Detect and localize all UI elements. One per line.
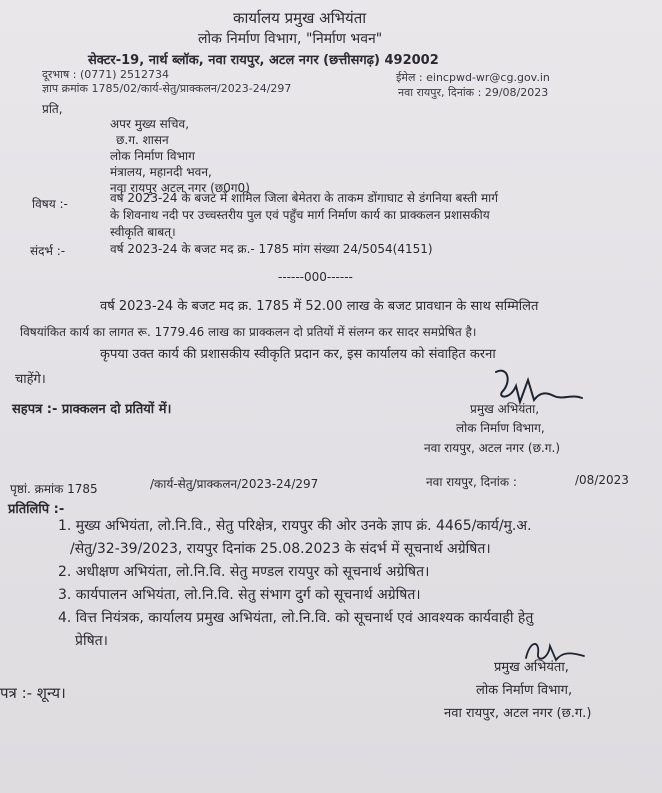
office-title: कार्यालय प्रमुख अभियंता (233, 9, 367, 27)
signature2-line: लोक निर्माण विभाग, (476, 683, 573, 698)
copy-to-label: प्रतिलिपि :- (8, 502, 65, 517)
department-name: लोक निर्माण विभाग, "निर्माण भवन" (198, 31, 383, 47)
body-line: वर्ष 2023-24 के बजट मद क्र. 1785 में 52.00 लाख के बजट प्रावधान के साथ सम्मिलित (100, 299, 539, 314)
section-divider: ------000------ (278, 270, 353, 284)
signature1-line: प्रमुख अभियंता, (470, 402, 540, 416)
prati-label: प्रति, (42, 102, 63, 116)
body-line: चाहेंगे। (15, 372, 46, 387)
subject-label: विषय :- (32, 197, 68, 211)
phone-number: दूरभाष : (0771) 2512734 (42, 68, 170, 81)
enclosure-note: सहपत्र :- प्राक्कलन दो प्रतियों में। (12, 402, 172, 417)
endorsement-place: नवा रायपुर, दिनांक : (426, 475, 517, 489)
subject-line: स्वीकृति बाबत्। (110, 225, 176, 239)
recipient-line: छ.ग. शासन (116, 133, 169, 147)
office-address: सेक्टर-19, नार्थ ब्लॉक, नवा रायपुर, अटल नगर (छत्तीसगढ़) 492002 (88, 53, 439, 68)
copy-item: /सेतु/32-39/2023, रायपुर दिनांक 25.08.2023 के संदर्भ में सूचनार्थ अग्रेषित। (70, 541, 491, 557)
signature2-line: नवा रायपुर, अटल नगर (छ.ग.) (444, 706, 592, 721)
reference-label: संदर्भ :- (30, 244, 66, 258)
reference-text: वर्ष 2023-24 के बजट मद क्र.- 1785 मांग संख्या 24/5054(4151) (110, 242, 433, 256)
endorsement-memo-path: /कार्य-सेतु/प्राक्कलन/2023-24/297 (150, 477, 319, 491)
subject-line: के शिवनाथ नदी पर उच्चस्तरीय पुल एवं पहुँच मार्ग निर्माण कार्य का प्राक्कलन प्रशासकीय (110, 208, 490, 222)
email-address: ईमेल : eincpwd-wr@cg.gov.in (396, 71, 550, 84)
endorsement-memo: पृष्ठां. क्रमांक 1785 (10, 482, 98, 496)
recipient-line: नवा रायपुर अटल नगर (छ0ग0) (110, 181, 250, 195)
signature1-line: नवा रायपुर, अटल नगर (छ.ग.) (424, 441, 561, 455)
body-line: विषयांकित कार्य का लागत रू. 1779.46 लाख का प्राक्कलन दो प्रतियों में संलग्न कर सादर समप्रेषित है। (20, 325, 477, 339)
memo-date: नवा रायपुर, दिनांक : 29/08/2023 (398, 86, 549, 99)
copy-item: प्रेषित। (75, 633, 108, 649)
recipient-line: लोक निर्माण विभाग (110, 149, 195, 163)
endorsement-date: /08/2023 (575, 473, 629, 487)
copy-item: 3. कार्यपालन अभियंता, लो.नि.वि. सेतु संभाग दुर्ग को सूचनार्थ अग्रेषित। (58, 587, 421, 603)
signature1-line: लोक निर्माण विभाग, (456, 421, 545, 435)
copy-item: 1. मुख्य अभियंता, लो.नि.वि., सेतु परिक्षेत्र, रायपुर की ओर उनके ज्ञाप क्रं. 4465/कार्य/मु.अ. (58, 518, 532, 534)
subject-line: वर्ष 2023-24 के बजट में शामिल जिला बेमेतरा के ताकम डोंगाघाट से डंगनिया बस्ती मार्ग (110, 191, 499, 205)
recipient-line: मंत्रालय, महानदी भवन, (110, 165, 212, 179)
body-line: कृपया उक्त कार्य की प्रशासकीय स्वीकृति प्रदान कर, इस कार्यालय को संवाहित करना (100, 347, 496, 362)
nil-enclosure: पत्र :- शून्य। (0, 684, 66, 702)
copy-item: 2. अधीक्षण अभियंता, लो.नि.वि. सेतु मण्डल रायपुर को सूचनार्थ अग्रेषित। (58, 564, 430, 580)
copy-item: 4. वित्त नियंत्रक, कार्यालय प्रमुख अभियंता, लो.नि.वि. को सूचनार्थ एवं आवश्यक कार्यवाही हेतु (58, 610, 534, 626)
memo-number: ज्ञाप क्रमांक 1785/02/कार्य-सेतु/प्राक्कलन/2023-24/297 (42, 82, 292, 95)
recipient-line: अपर मुख्य सचिव, (110, 117, 190, 131)
signature2-line: प्रमुख अभियंता, (494, 660, 569, 675)
